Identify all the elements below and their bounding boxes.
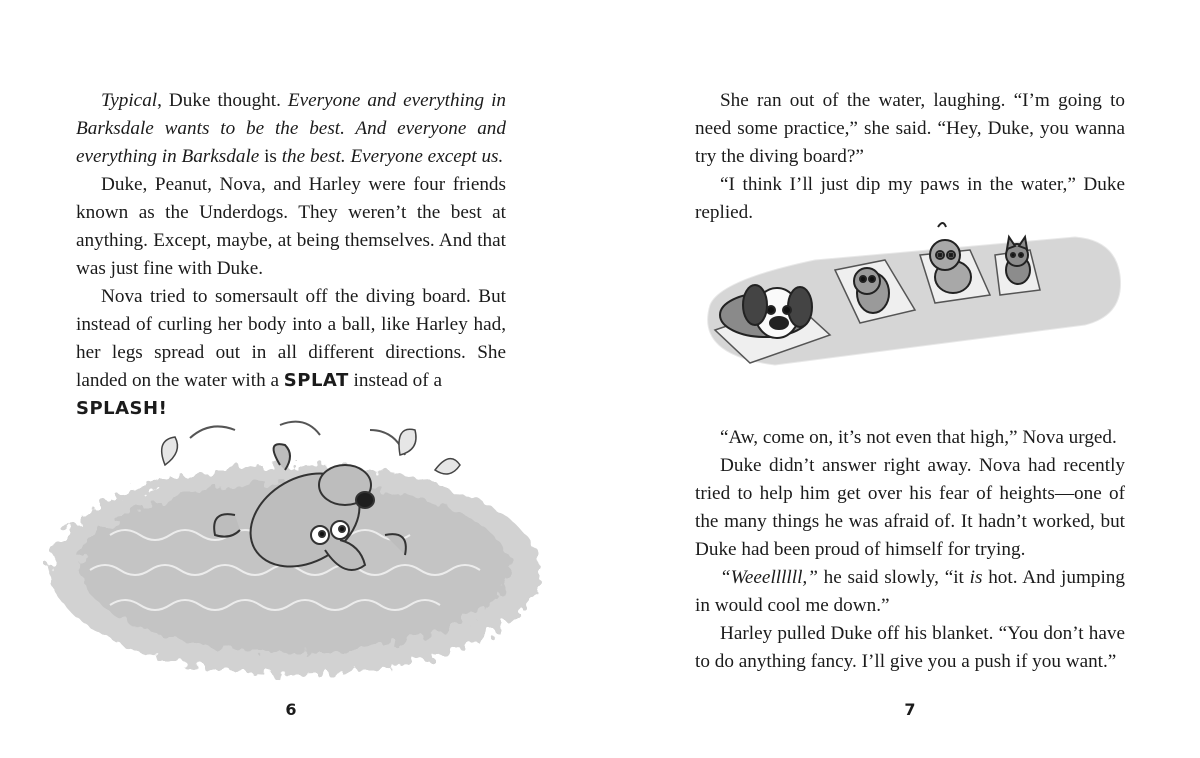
text-run: Duke, Peanut, Nova, and Harley were four friends known as the Underdogs. They weren’t the best at anything. Except, maybe, at being themselves. And that was just fine with Duke.: [76, 174, 506, 279]
paragraph: [695, 87, 1125, 171]
text-run: hot. And jumping in would cool me down.”: [695, 567, 1125, 616]
harley-dog-icon: [1006, 237, 1030, 284]
paragraph: [695, 564, 1125, 620]
paragraph: [76, 283, 506, 395]
text-run: is: [264, 146, 277, 167]
motion-lines: [190, 422, 405, 455]
right-text-block-top: [695, 87, 1125, 227]
text-run: Typical: [101, 90, 158, 111]
splash-sound-effect: SPLASH!: [76, 398, 168, 419]
text-run: is: [969, 567, 983, 588]
text-run: She ran out of the water, laughing. “I’m going to need some practice,” she said. “Hey, Duke, you wanna try the diving board?”: [695, 90, 1125, 167]
text-run: , Duke thought.: [157, 90, 288, 111]
text-run: he said slowly, “it: [817, 567, 970, 588]
right-page: [600, 0, 1200, 758]
text-run: “Aw, come on, it’s not even that high,” Nova urged.: [720, 427, 1117, 448]
text-run: “I think I’ll just dip my paws in the water,” Duke replied.: [695, 174, 1125, 223]
page-number: 6: [285, 700, 297, 719]
text-run: instead of a: [348, 370, 442, 391]
paragraph: [76, 87, 506, 171]
text-run: Everyone and everything in Barksdale wants to be the best. And everyone and everything in Barksdale: [76, 90, 506, 167]
text-run: the best. Everyone except us.: [276, 146, 504, 167]
text-run: Nova tried to somersault off the diving board. But instead of curling her body into a ball, like Harley had, her legs spread out in all different directions. She landed on the water with a: [76, 286, 506, 391]
text-run: Duke didn’t answer right away. Nova had recently tried to help him get over his fear of heights—one of the many things he was afraid of. It hadn’t worked, but Duke had been proud of himself for trying.: [695, 455, 1125, 560]
paragraph: [695, 452, 1125, 564]
right-text-block-bottom: [695, 424, 1125, 676]
page-number: 7: [904, 700, 916, 719]
pool-deck-illustration: [695, 215, 1125, 375]
sound-effect-word: SPLAT: [283, 370, 349, 391]
paragraph: [76, 171, 506, 283]
paragraph: [695, 424, 1125, 452]
left-text-block: [76, 87, 506, 423]
splash-illustration: [40, 410, 560, 695]
text-run: “Weeellllll,”: [720, 567, 818, 588]
text-run: Harley pulled Duke off his blanket. “You don’t have to do anything fancy. I’ll give you a push if you want.”: [695, 623, 1125, 672]
paragraph: [695, 620, 1125, 676]
